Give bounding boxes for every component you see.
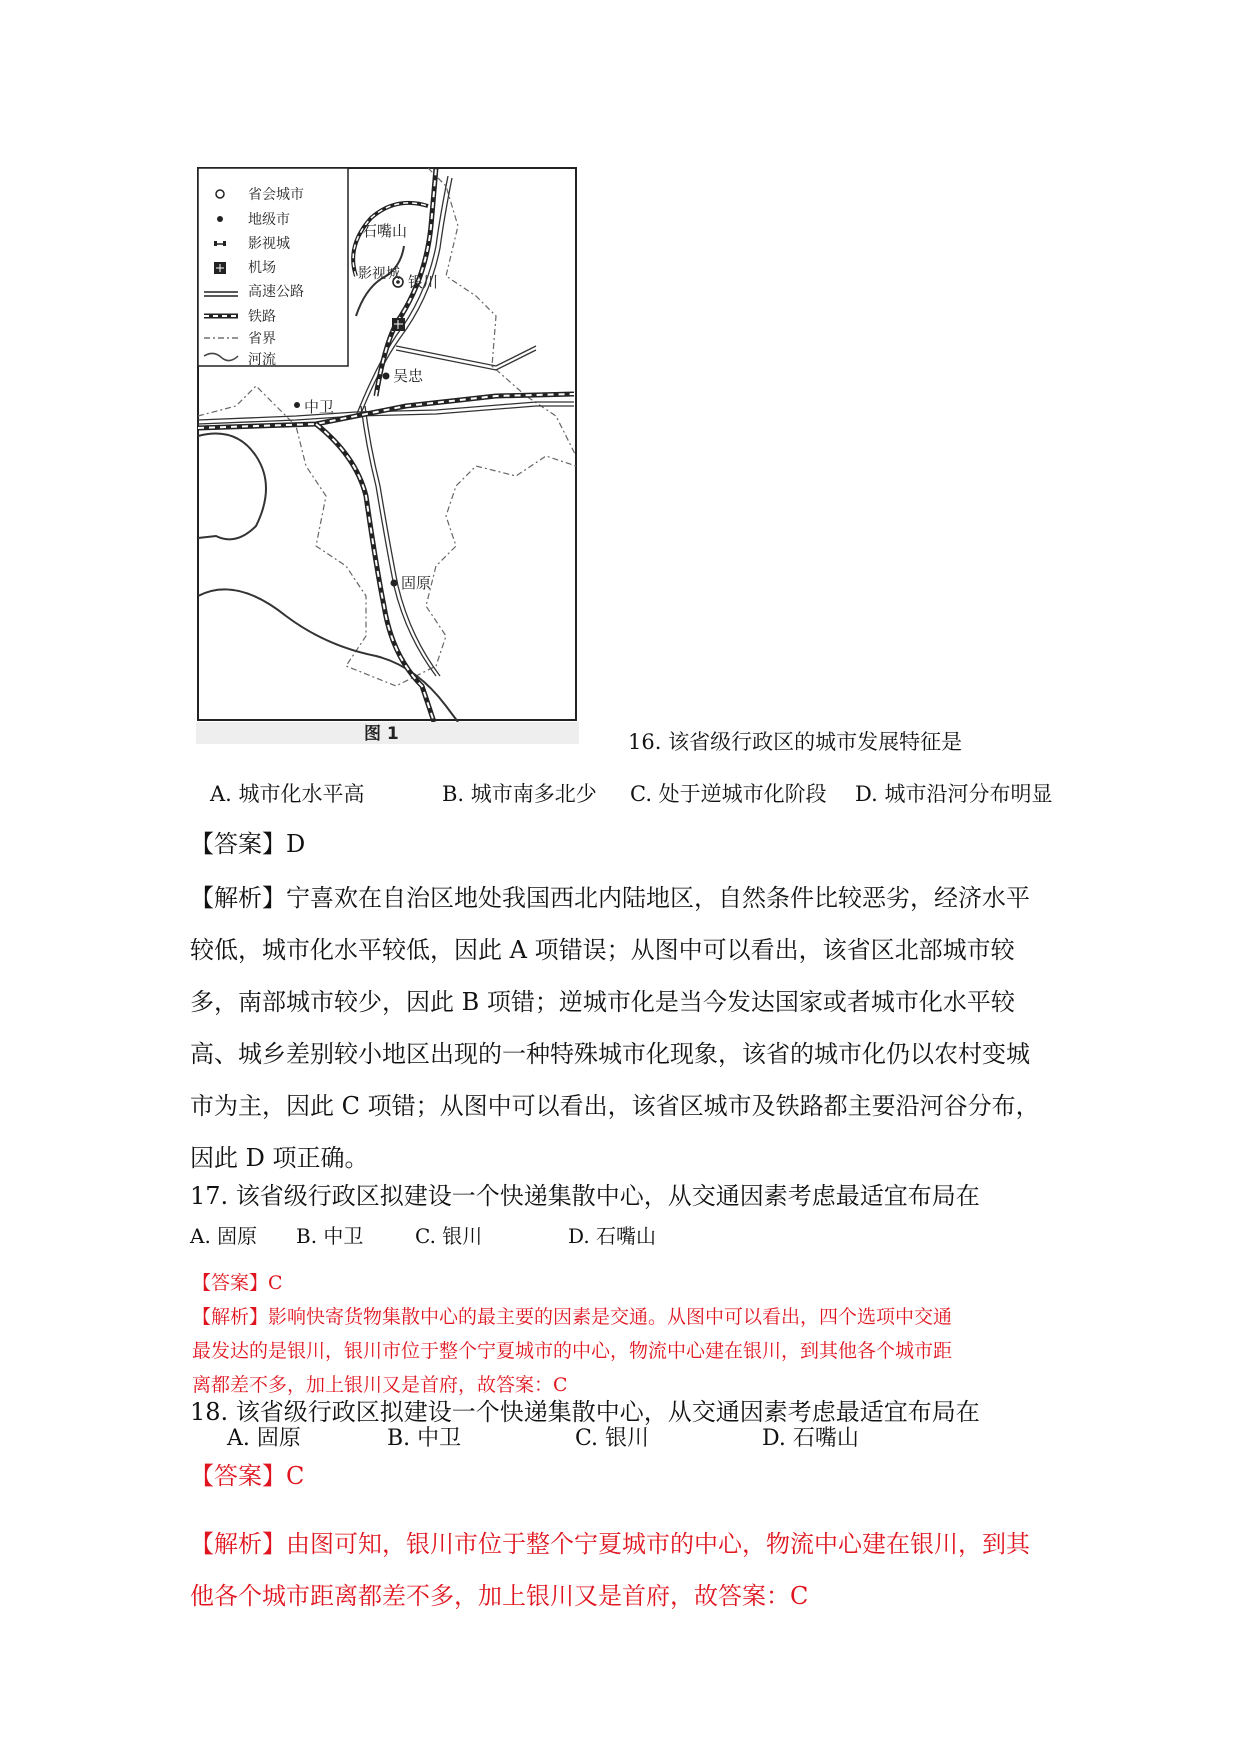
- option-b: B. 城市南多北少: [442, 782, 597, 806]
- option-c: C. 银川: [575, 1426, 650, 1451]
- q16-analysis-line: 多，南部城市较少，因此 B 项错；逆城市化是当今发达国家或者城市化水平较: [190, 988, 1015, 1016]
- place-label-shizuishan: 石嘴山: [362, 222, 408, 240]
- q17-options: [190, 1220, 890, 1250]
- q16-stem: 16. 该省级行政区的城市发展特征是: [628, 730, 963, 754]
- q17-analysis-line: 【解析】影响快寄货物集散中心的最主要的因素是交通。从图中可以看出，四个选项中交通: [192, 1306, 953, 1328]
- prefecture-city-icon: [217, 216, 223, 222]
- q16-options: [210, 778, 1110, 808]
- option-d: D. 石嘴山: [568, 1224, 657, 1248]
- option-a: A. 固原: [190, 1224, 258, 1248]
- place-label-zhongwei: 中卫: [304, 398, 335, 416]
- option-a: A. 固原: [227, 1426, 301, 1451]
- q16-analysis-line: 市为主，因此 C 项错；从图中可以看出，该省区城市及铁路都主要沿河谷分布，: [190, 1092, 1040, 1120]
- legend-label: 高速公路: [248, 284, 304, 300]
- option-d: D. 石嘴山: [762, 1426, 859, 1451]
- legend-label: 河流: [248, 352, 276, 368]
- q16-analysis-line: 【解析】宁喜欢在自治区地处我国西北内陆地区，自然条件比较恶劣，经济水平: [190, 884, 1030, 912]
- q18-analysis-line: 【解析】由图可知，银川市位于整个宁夏城市的中心，物流中心建在银川，到其: [190, 1530, 1030, 1558]
- option-a: A. 城市化水平高: [210, 782, 365, 806]
- option-c: C. 处于逆城市化阶段: [630, 782, 827, 806]
- q16-analysis-line: 因此 D 项正确。: [190, 1144, 369, 1172]
- legend-label: 机场: [248, 260, 276, 276]
- figure-caption: 图 1: [364, 724, 399, 744]
- legend-label: 地级市: [248, 212, 290, 228]
- option-c: C. 银川: [415, 1224, 483, 1248]
- legend-label: 省界: [248, 331, 276, 347]
- option-b: B. 中卫: [387, 1426, 462, 1451]
- q18-options: [227, 1421, 927, 1451]
- q18-analysis-line: 他各个城市距离都差不多，加上银川又是首府，故答案：C: [190, 1582, 809, 1610]
- map-figure: [196, 166, 579, 744]
- place-label-yingshicheng: 影视城: [358, 266, 400, 282]
- q18-stem: 18. 该省级行政区拟建设一个快递集散中心，从交通因素考虑最适宜布局在: [190, 1398, 980, 1426]
- option-d: D. 城市沿河分布明显: [855, 782, 1053, 806]
- option-b: B. 中卫: [296, 1224, 364, 1248]
- place-label-yinchuan: 银川: [408, 273, 439, 291]
- legend-label: 省会城市: [248, 187, 304, 203]
- q16-analysis-line: 高、城乡差别较小地区出现的一种特殊城市化现象，该省的城市化仍以农村变城: [190, 1040, 1030, 1068]
- q17-answer: 【答案】C: [192, 1272, 283, 1294]
- q16-answer: 【答案】D: [190, 830, 306, 858]
- q18-answer: 【答案】C: [190, 1462, 305, 1490]
- place-label-guyuan: 固原: [401, 574, 432, 592]
- legend-label: 影视城: [248, 236, 290, 252]
- q17-stem: 17. 该省级行政区拟建设一个快递集散中心，从交通因素考虑最适宜布局在: [190, 1182, 980, 1210]
- q17-analysis-line: 最发达的是银川，银川市位于整个宁夏城市的中心，物流中心建在银川，到其他各个城市距: [192, 1340, 953, 1362]
- q17-analysis-line: 离都差不多，加上银川又是首府，故答案：C: [192, 1374, 568, 1396]
- airport-icon: [214, 262, 226, 274]
- q16-analysis-line: 较低，城市化水平较低，因此 A 项错误；从图中可以看出，该省区北部城市较: [190, 936, 1015, 964]
- place-label-wuzhong: 吴忠: [393, 367, 424, 385]
- legend-label: 铁路: [248, 309, 276, 325]
